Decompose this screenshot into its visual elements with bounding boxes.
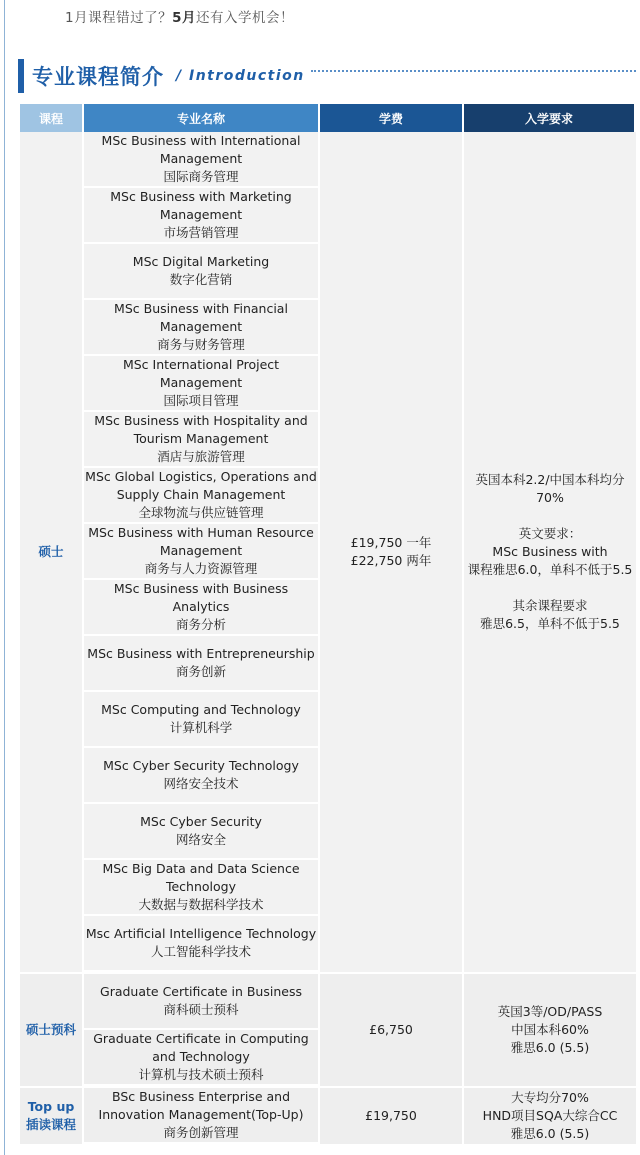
category-cell: 硕士 xyxy=(20,132,84,972)
requirement-line: 雅思6.5，单科不低于5.5 xyxy=(480,616,620,631)
program-name-cn: 商务创新管理 xyxy=(163,1125,239,1140)
table-header-row xyxy=(20,104,636,132)
program-name-en: MSc Business with Financial Management xyxy=(114,301,288,334)
program-name-cell xyxy=(84,244,320,300)
requirement-line: MSc Business with xyxy=(492,544,608,559)
program-name-en: MSc Business with Marketing Management xyxy=(110,189,292,222)
requirement-line: 英文要求： xyxy=(518,526,582,541)
tuition-line: £19,750 一年 xyxy=(350,535,432,550)
program-name-cn: 计算机科学 xyxy=(169,720,233,735)
program-name-cn: 商务与财务管理 xyxy=(157,337,245,352)
program-name-cn: 市场营销管理 xyxy=(163,225,239,240)
program-name-cn: 商务创新 xyxy=(175,664,226,679)
requirement-line: 英国3等/OD/PASS xyxy=(497,1004,603,1019)
program-name-cn: 网络安全 xyxy=(175,832,226,847)
program-name-en: MSc Digital Marketing xyxy=(132,254,270,269)
program-name-cell xyxy=(84,412,320,468)
header-tuition: 学费 xyxy=(320,104,464,132)
top-note-text-before: 1月课程错过了？ xyxy=(65,10,173,26)
program-name-en: MSc Cyber Security Technology xyxy=(103,758,299,773)
program-name-cn: 酒店与旅游管理 xyxy=(157,449,245,464)
requirement-line: 70% xyxy=(536,490,564,505)
tuition-line: £6,750 xyxy=(369,1022,413,1037)
table-body xyxy=(20,132,636,1144)
top-note-text-after: 还有入学机会！ xyxy=(196,10,294,26)
program-table xyxy=(20,104,636,1144)
requirement-line-spacer xyxy=(464,579,636,597)
program-name-cell xyxy=(84,804,320,860)
program-name-cn: 国际商务管理 xyxy=(163,169,239,184)
left-border-rule xyxy=(4,0,5,1155)
program-name-en: MSc Computing and Technology xyxy=(101,702,301,717)
program-name-en: MSc Global Logistics, Operations and Supply Chain Management xyxy=(85,469,317,502)
section-title-en: / Introduction xyxy=(176,68,305,84)
program-name-cell xyxy=(84,748,320,804)
requirement-line: HND项目SQA大综合CC xyxy=(482,1108,618,1123)
program-name-cell xyxy=(84,916,320,972)
program-name-cell xyxy=(84,468,320,524)
entry-requirements-cell xyxy=(464,974,636,1086)
program-name-cn: 全球物流与供应链管理 xyxy=(138,505,264,520)
requirement-line: 课程雅思6.0，单科不低于5.5 xyxy=(467,562,633,577)
program-name-cn: 大数据与数据科学技术 xyxy=(138,897,264,912)
program-name-cell xyxy=(84,356,320,412)
program-name-en: MSc Business with Human Resource Management xyxy=(88,525,314,558)
program-name-cell xyxy=(84,692,320,748)
requirement-line: 大专均分70% xyxy=(511,1090,589,1105)
program-name-cell xyxy=(84,524,320,580)
program-name-en: MSc Big Data and Data Science Technology xyxy=(102,861,300,894)
section-title-bar xyxy=(18,59,24,93)
category-cell xyxy=(20,1088,84,1144)
program-name-cell xyxy=(84,974,320,1030)
program-name-cn: 商务与人力资源管理 xyxy=(144,561,258,576)
requirement-line: 英国本科2.2/中国本科均分 xyxy=(475,472,625,487)
requirement-line: 中国本科60% xyxy=(511,1022,589,1037)
category-line: Top up xyxy=(27,1099,75,1114)
requirement-line: 雅思6.0 (5.5) xyxy=(510,1126,590,1141)
header-program-name: 专业名称 xyxy=(84,104,320,132)
entry-requirements-cell xyxy=(464,132,636,972)
section-header xyxy=(18,58,636,94)
requirement-line: 雅思6.0 (5.5) xyxy=(510,1040,590,1055)
top-note xyxy=(65,6,294,26)
program-name-cn: 国际项目管理 xyxy=(163,393,239,408)
program-name-cn: 商科硕士预科 xyxy=(163,1002,239,1017)
program-name-cell xyxy=(84,1030,320,1086)
program-name-en: BSc Business Enterprise and Innovation Management(Top-Up) xyxy=(98,1089,304,1122)
section-title-dotted-line xyxy=(311,70,636,72)
program-name-cell xyxy=(84,636,320,692)
program-name-cell xyxy=(84,300,320,356)
section-title-cn: 专业课程简介 xyxy=(32,65,164,89)
program-name-cell xyxy=(84,580,320,636)
program-name-cn: 商务分析 xyxy=(175,617,226,632)
program-name-cell xyxy=(84,188,320,244)
program-name-en: Graduate Certificate in Computing and Technology xyxy=(93,1031,309,1064)
requirement-line: 其余课程要求 xyxy=(512,598,588,613)
program-name-en: MSc Business with International Management xyxy=(101,133,301,166)
program-name-en: Msc Artificial Intelligence Technology xyxy=(85,926,317,941)
program-name-cn: 人工智能科学技术 xyxy=(150,944,251,959)
top-note-highlight: 5月 xyxy=(172,10,196,26)
program-name-en: Graduate Certificate in Business xyxy=(100,984,302,999)
program-name-cn: 网络安全技术 xyxy=(163,776,239,791)
requirement-line-spacer xyxy=(464,507,636,525)
program-name-cell xyxy=(84,860,320,916)
tuition-cell xyxy=(320,974,464,1086)
tuition-cell xyxy=(320,132,464,972)
program-name-cn: 计算机与技术硕士预科 xyxy=(138,1067,264,1082)
program-name-en: MSc International Project Management xyxy=(122,357,280,390)
program-name-en: MSc Business with Business Analytics xyxy=(113,581,289,614)
header-entry-requirements: 入学要求 xyxy=(464,104,636,132)
program-name-cn: 数字化营销 xyxy=(169,272,233,287)
program-name-en: MSc Business with Hospitality and Tourism Management xyxy=(94,413,308,446)
table-row xyxy=(20,132,636,188)
program-name-cell xyxy=(84,1088,320,1144)
entry-requirements-cell xyxy=(464,1088,636,1144)
program-name-en: MSc Cyber Security xyxy=(140,814,262,829)
table-row xyxy=(20,1088,636,1144)
tuition-line: £22,750 两年 xyxy=(350,553,432,568)
program-name-en: MSc Business with Entrepreneurship xyxy=(87,646,315,661)
program-name-cell xyxy=(84,132,320,188)
category-cell: 硕士预科 xyxy=(20,974,84,1086)
category-line: 插读课程 xyxy=(25,1117,76,1132)
tuition-line: £19,750 xyxy=(365,1108,417,1123)
table-row xyxy=(20,974,636,1030)
header-category: 课程 xyxy=(20,104,84,132)
tuition-cell xyxy=(320,1088,464,1144)
